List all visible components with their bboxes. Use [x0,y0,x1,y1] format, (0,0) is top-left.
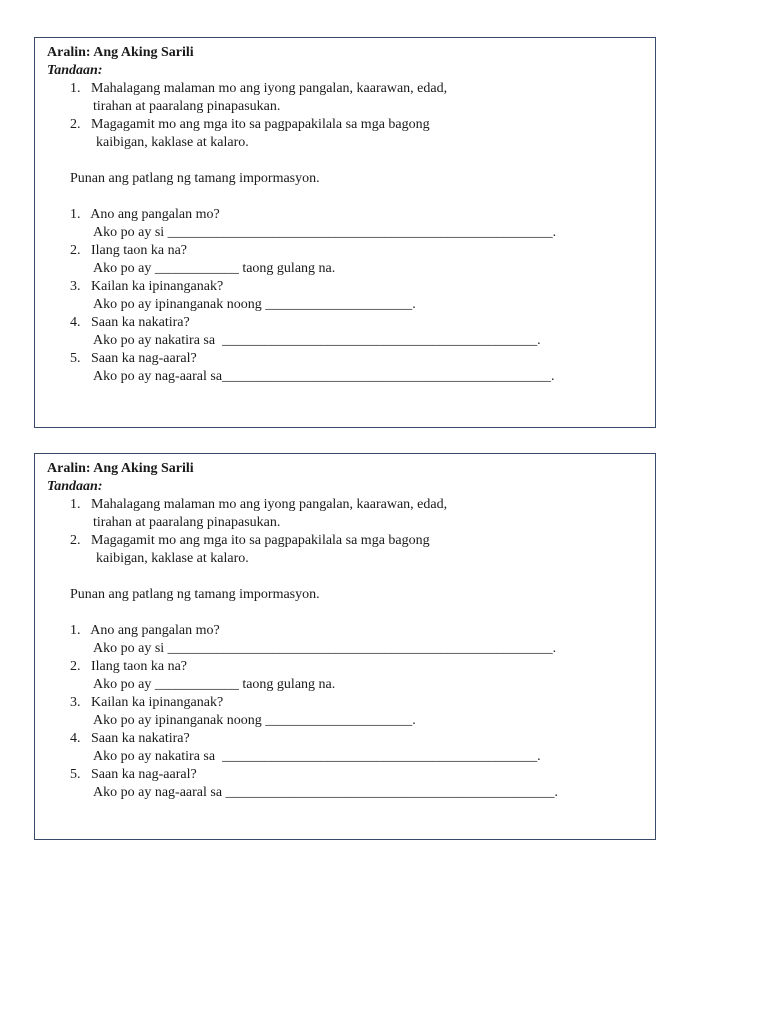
instruction: Punan ang patlang ng tamang impormasyon. [70,587,320,602]
question-text: Ano ang pangalan mo? [90,623,220,638]
question-item [70,314,190,332]
answer-line[interactable]: Ako po ay ____________ taong gulang na. [93,677,336,692]
question-text: Saan ka nag-aaral? [91,767,197,782]
question-number: 4. [70,315,81,330]
note-number: 1. [70,497,81,512]
question-item [70,206,220,224]
tandaan-heading: Tandaan: [47,63,103,78]
lesson-title: Aralin: Ang Aking Sarili [47,461,194,476]
note-text: Magagamit mo ang mga ito sa pagpapakilala sa mga bagong [91,117,430,132]
note-continuation: tirahan at paaralang pinapasukan. [93,515,281,530]
note-text: Mahalagang malaman mo ang iyong pangalan, kaarawan, edad, [91,497,448,512]
question-number: 4. [70,731,81,746]
answer-line[interactable]: Ako po ay ipinanganak noong _____________________. [93,297,416,312]
answer-line[interactable]: Ako po ay ipinanganak noong _____________________. [93,713,416,728]
question-number: 1. [70,623,81,638]
question-text: Saan ka nag-aaral? [91,351,197,366]
worksheet-card [34,453,656,840]
question-text: Ilang taon ka na? [91,243,188,258]
instruction: Punan ang patlang ng tamang impormasyon. [70,171,320,186]
question-text: Kailan ka ipinanganak? [91,695,224,710]
answer-line[interactable]: Ako po ay nakatira sa _____________________________________________. [93,333,541,348]
note-continuation: tirahan at paaralang pinapasukan. [93,99,281,114]
question-number: 3. [70,695,81,710]
answer-line[interactable]: Ako po ay nag-aaral sa _______________________________________________. [93,785,559,800]
note-text: Mahalagang malaman mo ang iyong pangalan, kaarawan, edad, [91,81,448,96]
note-text: Magagamit mo ang mga ito sa pagpapakilala sa mga bagong [91,533,430,548]
note-number: 1. [70,81,81,96]
answer-line[interactable]: Ako po ay nakatira sa _____________________________________________. [93,749,541,764]
question-item [70,622,220,640]
question-text: Ano ang pangalan mo? [90,207,220,222]
question-text: Kailan ka ipinanganak? [91,279,224,294]
answer-line[interactable]: Ako po ay si _______________________________________________________. [93,641,557,656]
note-item [70,80,447,98]
note-number: 2. [70,533,81,548]
answer-line[interactable]: Ako po ay nag-aaral sa_______________________________________________. [93,369,555,384]
answer-line[interactable]: Ako po ay ____________ taong gulang na. [93,261,336,276]
note-continuation: kaibigan, kaklase at kalaro. [96,551,249,566]
question-item [70,350,197,368]
question-number: 3. [70,279,81,294]
question-item [70,278,223,296]
question-number: 2. [70,243,81,258]
question-item [70,242,187,260]
note-item [70,496,447,514]
question-item [70,658,187,676]
question-item [70,766,197,784]
question-number: 5. [70,351,81,366]
question-item [70,694,223,712]
question-text: Saan ka nakatira? [91,315,190,330]
question-number: 1. [70,207,81,222]
note-number: 2. [70,117,81,132]
note-continuation: kaibigan, kaklase at kalaro. [96,135,249,150]
question-number: 5. [70,767,81,782]
note-item [70,116,430,134]
question-text: Saan ka nakatira? [91,731,190,746]
question-text: Ilang taon ka na? [91,659,188,674]
question-number: 2. [70,659,81,674]
lesson-title: Aralin: Ang Aking Sarili [47,45,194,60]
tandaan-heading: Tandaan: [47,479,103,494]
worksheet-card [34,37,656,428]
answer-line[interactable]: Ako po ay si _______________________________________________________. [93,225,557,240]
question-item [70,730,190,748]
note-item [70,532,430,550]
